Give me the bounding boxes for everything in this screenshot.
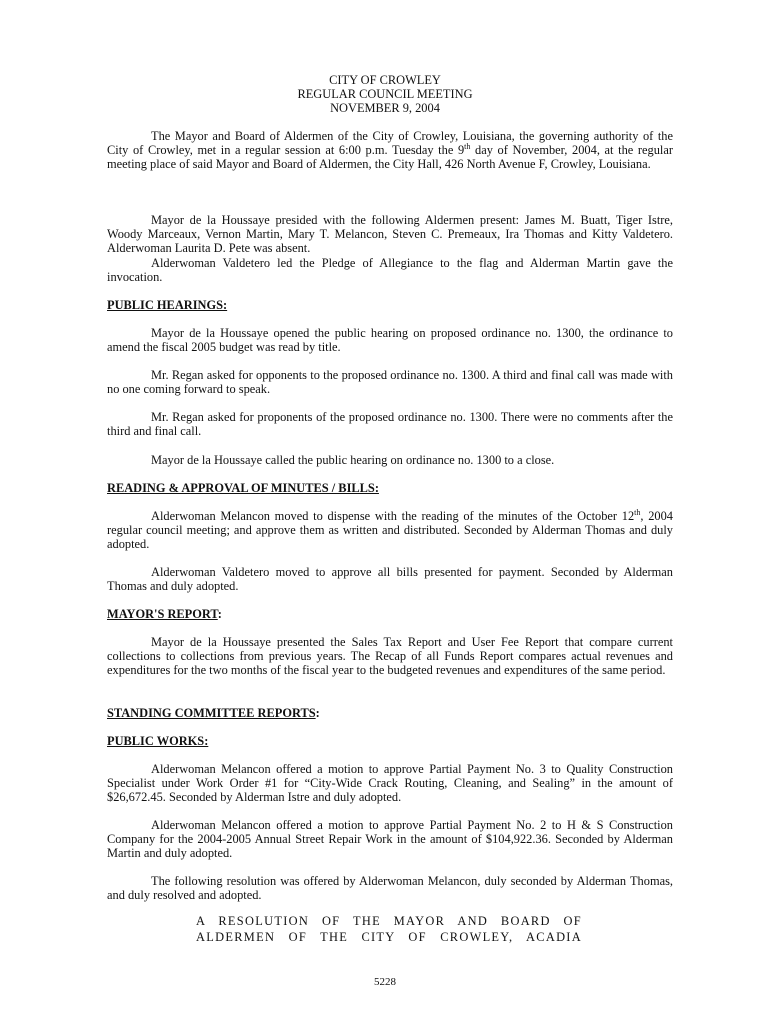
page-number: 5228	[374, 976, 396, 988]
public-works-paragraph-street-repair: Alderwoman Melancon offered a motion to approve Partial Payment No. 2 to H & S Construction Company for the 2004-2005 Annual Street Repair Work in the amount of $104,922.36. Seconded by Alderman Martin and duly adopted.	[107, 818, 673, 861]
standing-committee-heading-colon: :	[315, 706, 320, 720]
intro-paragraph-invocation: Alderwoman Valdetero led the Pledge of Allegiance to the flag and Alderman Martin gave the invocation.	[107, 256, 673, 285]
intro-p1-text-a: The Mayor and Board of Aldermen of the City of Crowley, Louisiana, the governing authority of the City of Crowley, met in a regular session at 6:00 p.m. Tuesday the 9	[107, 129, 673, 158]
public-hearings-paragraph-opponents: Mr. Regan asked for opponents to the proposed ordinance no. 1300. A third and final call was made with no one coming forward to speak.	[107, 368, 673, 397]
mayors-report-paragraph: Mayor de la Houssaye presented the Sales Tax Report and User Fee Report that compare current collections to collections from previous years. The Recap of all Funds Report compares actual revenues and expenditures for the two months of the fiscal year to the budgeted revenues and expenditures of the same period.	[107, 635, 673, 678]
public-works-heading-text: PUBLIC WORKS:	[107, 734, 209, 748]
intro-paragraph-attendance: Mayor de la Houssaye presided with the following Aldermen present: James M. Buatt, Tiger Istre, Woody Marceaux, Vernon Martin, Mary T. Melancon, Steven C. Premeaux, Ira Thomas and Kitty Valdetero. Alderwoman Laurita D. Pete was absent.	[107, 213, 673, 256]
intro-p1-text-b: day of November, 2004, at the regular meeting place of said Mayor and Board of Aldermen, the City Hall, 426 North Avenue F, Crowley, Louisiana.	[107, 143, 673, 172]
mayors-report-heading-text: MAYOR'S REPORT	[107, 607, 218, 621]
minutes-bills-heading	[107, 481, 379, 495]
public-hearings-paragraph-proponents: Mr. Regan asked for proponents of the proposed ordinance no. 1300. There were no comments after the third and final call.	[107, 410, 673, 439]
header-date: NOVEMBER 9, 2004	[330, 101, 440, 115]
minutes-paragraph	[107, 509, 673, 552]
public-hearings-heading-text: PUBLIC HEARINGS:	[107, 298, 228, 312]
intro-p1-ordinal: th	[464, 142, 471, 152]
minutes-bills-heading-text: READING & APPROVAL OF MINUTES / BILLS:	[107, 481, 379, 495]
public-works-paragraph-resolution-intro: The following resolution was offered by Alderwoman Melancon, duly seconded by Alderman Thomas, and duly resolved and adopted.	[107, 874, 673, 903]
resolution-title-line-2: ALDERMEN OF THE CITY OF CROWLEY, ACADIA	[196, 930, 582, 944]
standing-committee-heading-text: STANDING COMMITTEE REPORTS	[107, 706, 316, 720]
intro-paragraph-session	[107, 129, 673, 172]
mayors-report-heading	[107, 607, 222, 621]
resolution-title-line-1: A RESOLUTION OF THE MAYOR AND BOARD OF	[196, 914, 582, 928]
public-hearings-paragraph-open: Mayor de la Houssaye opened the public hearing on proposed ordinance no. 1300, the ordinance to amend the fiscal 2005 budget was read by title.	[107, 326, 673, 355]
public-hearings-paragraph-close: Mayor de la Houssaye called the public hearing on ordinance no. 1300 to a close.	[151, 453, 555, 467]
minutes-p1-text-b: , 2004 regular council meeting; and approve them as written and distributed. Seconded by Alderman Thomas and duly adopted.	[107, 509, 673, 552]
bills-paragraph: Alderwoman Valdetero moved to approve all bills presented for payment. Seconded by Alderman Thomas and duly adopted.	[107, 565, 673, 594]
header-meeting: REGULAR COUNCIL MEETING	[297, 87, 473, 101]
public-works-paragraph-crack-routing: Alderwoman Melancon offered a motion to approve Partial Payment No. 3 to Quality Construction Specialist under Work Order #1 for “City-Wide Crack Routing, Cleaning, and Sealing” in the amount of $26,672.45. Seconded by Alderman Istre and duly adopted.	[107, 762, 673, 805]
minutes-p1-ordinal: th	[634, 508, 641, 517]
mayors-report-heading-colon: :	[217, 607, 222, 621]
standing-committee-heading	[107, 706, 320, 720]
public-works-heading	[107, 734, 208, 748]
header-city: CITY OF CROWLEY	[329, 73, 441, 87]
public-hearings-heading	[107, 298, 227, 312]
minutes-p1-text-a: Alderwoman Melancon moved to dispense with the reading of the minutes of the October 12	[151, 509, 635, 523]
